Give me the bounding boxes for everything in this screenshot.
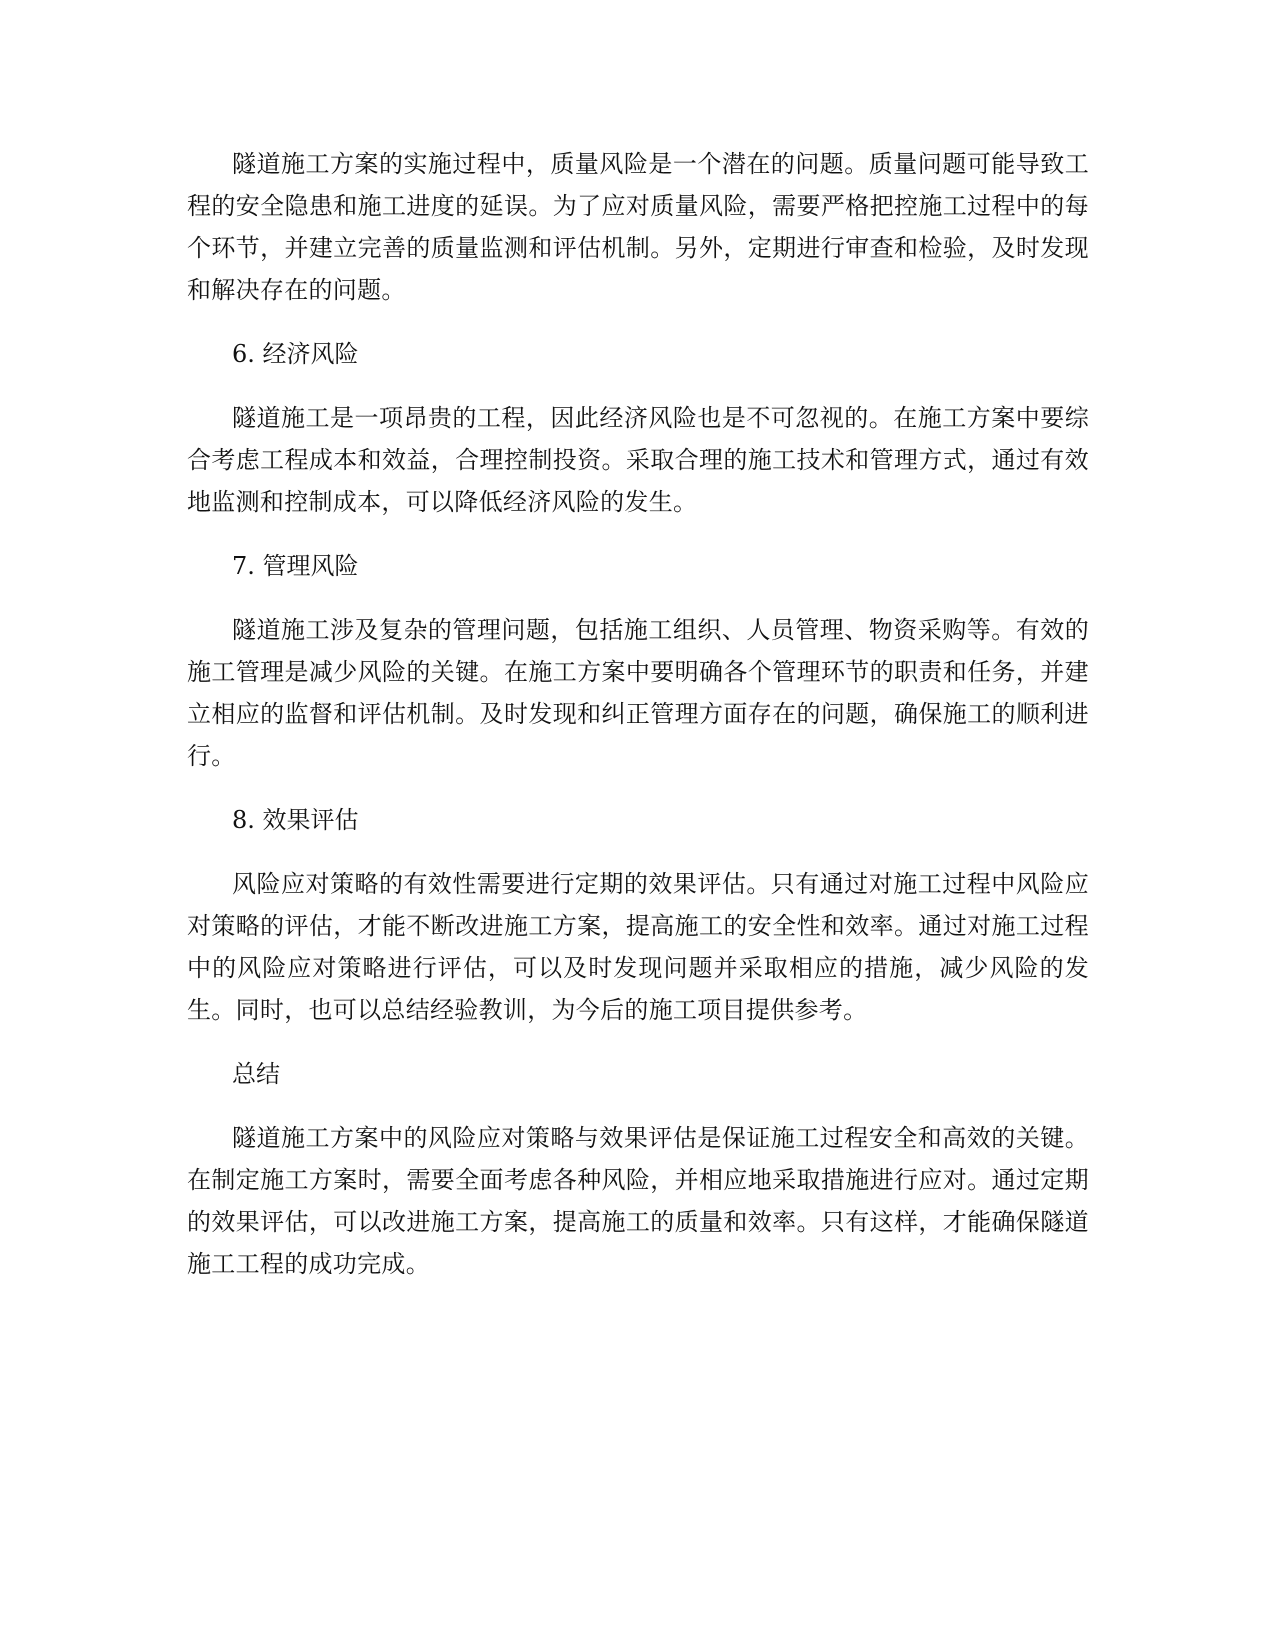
paragraph-quality-risk: 隧道施工方案的实施过程中，质量风险是一个潜在的问题。质量问题可能导致工程的安全隐患和施工进度的延误。为了应对质量风险，需要严格把控施工过程中的每个环节，并建立完善的质量监测和评估机制。另外，定期进行审查和检验，及时发现和解决存在的问题。: [187, 150, 1089, 304]
heading-management-risk: 7. 管理风险: [232, 552, 359, 580]
paragraph-effect-evaluation: 风险应对策略的有效性需要进行定期的效果评估。只有通过对施工过程中风险应对策略的评估，才能不断改进施工方案，提高施工的安全性和效率。通过对施工过程中的风险应对策略进行评估，可以及时发现问题并采取相应的措施，减少风险的发生。同时，也可以总结经验教训，为今后的施工项目提供参考。: [187, 870, 1089, 1024]
heading-effect-evaluation: 8. 效果评估: [232, 806, 359, 834]
paragraph-summary: 隧道施工方案中的风险应对策略与效果评估是保证施工过程安全和高效的关键。在制定施工方案时，需要全面考虑各种风险，并相应地采取措施进行应对。通过定期的效果评估，可以改进施工方案，提高施工的质量和效率。只有这样，才能确保隧道施工工程的成功完成。: [187, 1124, 1089, 1278]
heading-economic-risk: 6. 经济风险: [232, 340, 359, 368]
paragraph-management-risk: 隧道施工涉及复杂的管理问题，包括施工组织、人员管理、物资采购等。有效的施工管理是减少风险的关键。在施工方案中要明确各个管理环节的职责和任务，并建立相应的监督和评估机制。及时发现和纠正管理方面存在的问题，确保施工的顺利进行。: [187, 616, 1089, 770]
heading-summary: 总结: [232, 1060, 280, 1088]
document-body: [187, 143, 1089, 1307]
paragraph-economic-risk: 隧道施工是一项昂贵的工程，因此经济风险也是不可忽视的。在施工方案中要综合考虑工程成本和效益，合理控制投资。采取合理的施工技术和管理方式，通过有效地监测和控制成本，可以降低经济风险的发生。: [187, 404, 1089, 516]
